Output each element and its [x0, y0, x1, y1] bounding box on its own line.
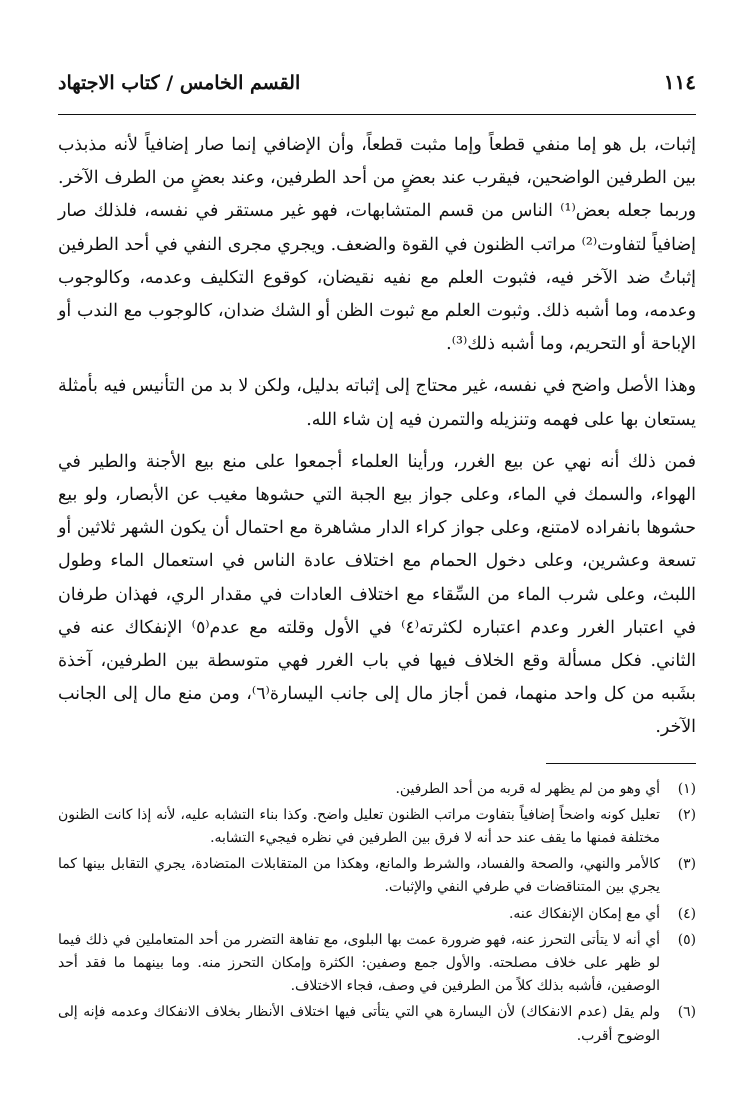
footnotes — [58, 778, 696, 1048]
paragraph-2: وهذا الأصل واضح في نفسه، غير محتاج إلى إثباته بدليل، ولكن لا بد من التأنيس فيه بأمثلة يستعان بها على فهمه وتنزيله والتمرن فيه إن شاء الله. — [58, 376, 696, 430]
footnote-number: (٦) — [677, 1004, 696, 1021]
footnote-number: (٥) — [677, 931, 696, 948]
footnote-item — [58, 804, 696, 850]
footnote-text: تعليل كونه واضحاً إضافياً بتفاوت مراتب الظنون تعليل واضح. وكذا بناء التشابه عليه، لأنه إذا كانت الظنون مختلفة فمنها ما يقف عند حد أنه لا فرق بين الطرفين في نظره فيجيء التشابه. — [58, 806, 660, 847]
footnote-text: أي وهو من لم يظهر له قربه من أحد الطرفين. — [395, 780, 660, 797]
page-number: ١١٤ — [663, 70, 696, 94]
main-text — [58, 129, 696, 745]
paragraph-3: فمن ذلك أنه نهي عن بيع الغرر، ورأينا العلماء أجمعوا على منع بيع الأجنة والطير في الهواء، والسمك في الماء، وعلى جواز بيع الجبة التي حشوها مغيب عن الأبصار، ولو بيع حشوها بانفراده لامتنع، وعلى جواز كراء الدار مشاهرة مع احتمال أن يكون الشهر ثلاثين أو تسعة وعشرين، وعلى دخول الحمام مع اختلاف عادة الناس في استعمال الماء وطول اللبث، وعلى شرب الماء من السِّقاء مع اختلاف العادات في مقدار الري، فهذان طرفان في اعتبار الغرر وعدم اعتباره لكثرته⁽٤⁾ في الأول وقلته مع عدم⁽٥⁾ الإنفكاك عنه في الثاني. فكل مسألة وقع الخلاف فيها في باب الغرر فهي متوسطة بين الطرفين، آخذة بشَبه من كل واحد منهما، فمن أجاز مال إلى جانب اليسارة⁽٦⁾، ومن منع مال إلى الجانب الآخر. — [58, 451, 697, 738]
footnote-number: (١) — [677, 780, 696, 797]
footnote-text: كالأمر والنهي، والصحة والفساد، والشرط والمانع، وهكذا من المتقابلات المتضادة، يجري التقابل بينها كما يجري بين المتناقضات في طرفي النفي والإثبات. — [58, 856, 660, 896]
footnote-item — [58, 778, 696, 801]
footnote-text: أي مع إمكان الإنفكاك عنه. — [509, 905, 660, 922]
footnote-item — [58, 929, 696, 999]
footnote-number: (٤) — [677, 905, 696, 922]
footnote-item — [58, 853, 696, 899]
footnote-separator — [546, 763, 696, 764]
footnote-text: ولم يقل (عدم الانفكاك) لأن اليسارة هي التي يتأتى فيها اختلاف الأنظار بخلاف الانفكاك وعدمه فإنه إلى الوضوح أقرب. — [58, 1004, 660, 1044]
book-page — [58, 70, 696, 1051]
page-header — [58, 70, 696, 115]
footnote-item — [58, 1001, 696, 1047]
footnote-item — [58, 903, 696, 926]
footnote-number: (٣) — [677, 856, 696, 873]
footnote-number: (٢) — [677, 806, 696, 823]
running-title: القسم الخامس / كتاب الاجتهاد — [58, 72, 301, 94]
footnote-text: أي أنه لا يتأتى التحرز عنه، فهو ضرورة عمت بها البلوى، مع تفاهة التضرر من أحد المتعاملين في ذلك فيما لو ظهر على خلاف مصلحته. والأول جمع وصفين: الكثرة وإمكان التحرز منه. وما بينهما ما فقد أحد الوصفين، فأشبه بذلك كلاً من الطرفين في وصف، فجاء الاختلاف. — [58, 931, 660, 995]
paragraph-1: إثبات، بل هو إما منفي قطعاً وإما مثبت قطعاً، وأن الإضافي إنما صار إضافياً لأنه مذبذب بين الطرفين الواضحين، فيقرب عند بعضٍ من أحد الطرفين، وعند بعضٍ من الطرف الآخر. وربما جعله بعض⁽¹⁾ الناس من قسم المتشابهات، فهو غير مستقر في نفسه، فلذلك صار إضافياً لتفاوت⁽²⁾ مراتب الظنون في القوة والضعف. ويجري مجرى النفي في أحد الطرفين إثباتُ ضد الآخر فيه، فثبوت العلم مع نفيه نقيضان، كوقوع التكليف وعدمه، وكالوجوب وعدمه، وما أشبه ذلك. وثبوت العلم مع ثبوت الظن أو الشك ضدان، كالوجوب مع الندب أو الإباحة أو التحريم، وما أشبه ذلك⁽³⁾. — [58, 135, 696, 355]
